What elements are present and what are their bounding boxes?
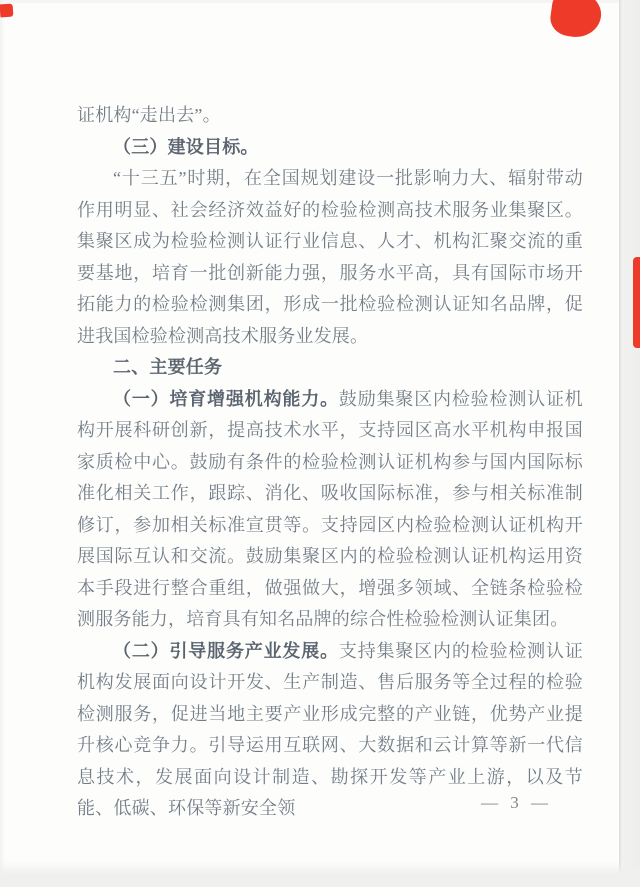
section-heading (77, 352, 583, 384)
paragraph-text: 支持集聚区内的检验检测认证机构发展面向设计开发、生产制造、售后服务等全过程的检验检测服务，促进当地主要产业形成完整的产业链，优势产业提升核心竞争力。引导运用互联网、大数据和云计算等新一代信息技术，发展面向设计制造、勘探开发等产业上游，以及节能、低碳、环保等新安全领 (77, 640, 583, 818)
heading-text: 二、主要任务 (113, 357, 223, 377)
scan-mark-top-right (548, 0, 604, 40)
paragraph (77, 163, 583, 352)
paragraph-lead: （一）培育增强机构能力。 (113, 388, 339, 409)
paragraph-text: 证机构“走出去”。 (77, 105, 221, 125)
subsection-heading (77, 132, 583, 164)
paragraph-text: 鼓励集聚区内检验检测认证机构开展科研创新，提高技术水平，支持园区高水平机构申报国家质检中心。鼓励有条件的检验检测认证机构参与国内国际标准化相关工作，跟踪、消化、吸收国际标准，参与相关标准制修订，参加相关标准宣贯等。支持园区内检验检测认证机构开展国际互认和交流。鼓励集聚区内的检验检测认证机构运用资本手段进行整合重组，做强做大，增强多领域、全链条检验检测服务能力，培育具有知名品牌的综合性检验检测认证集团。 (77, 388, 583, 629)
scan-mark-right-edge (633, 257, 640, 348)
scan-mark-top-left (0, 4, 13, 18)
document-body (77, 100, 583, 825)
page-edge-left (0, 0, 5, 887)
page-edge-bottom (0, 861, 640, 887)
page-number: — 3 — (481, 793, 552, 812)
heading-text: （三）建设目标。 (113, 136, 259, 157)
page-edge-top (0, 0, 640, 3)
paragraph-text: “十三五”时期，在全国规划建设一批影响力大、辐射带动作用明显、社会经济效益好的检验检测高技术服务业集聚区。集聚区成为检验检测认证行业信息、人才、机构汇聚交流的重要基地，培育一批创新能力强，服务水平高，具有国际市场开拓能力的检验检测集团，形成一批检验检测认证知名品牌，促进我国检验检测高技术服务业发展。 (77, 168, 583, 346)
paragraph-continuation (77, 100, 583, 132)
paragraph-lead: （二）引导服务产业发展。 (113, 640, 339, 661)
paragraph (77, 384, 583, 636)
page-edge-right (619, 0, 640, 887)
